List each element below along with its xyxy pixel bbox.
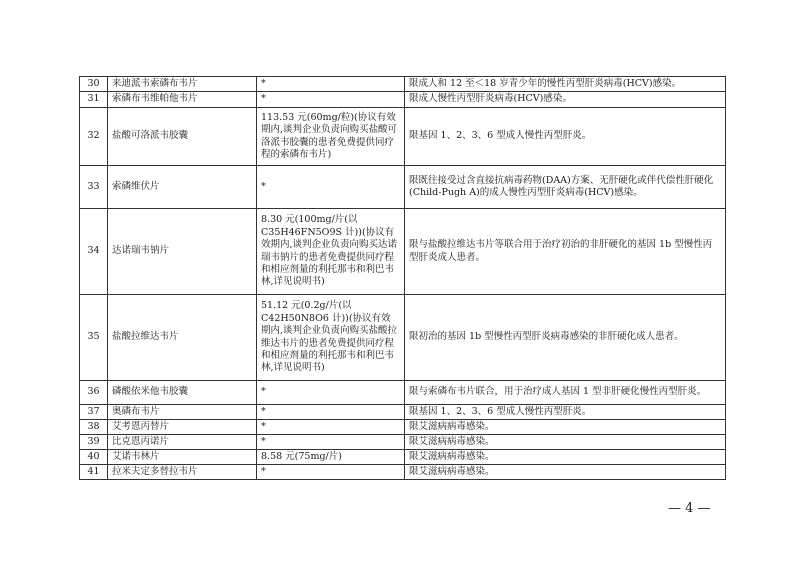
row-number: 31: [80, 92, 108, 108]
table-row: [80, 92, 726, 108]
drug-name: 磷酸依米他韦胶囊: [108, 381, 257, 405]
drug-price: *: [257, 435, 405, 450]
drug-price: *: [257, 420, 405, 435]
drug-price: 51.12 元(0.2g/片(以C42H50N8O6 计))(协议有效期内,谈判企业负责向购买盐酸拉维达韦片的患者免费提供同疗程和相应剂量的利托那韦和利巴韦林,详见说明书): [257, 295, 405, 381]
drug-name: 来迪派韦索磷布韦片: [108, 77, 257, 92]
drug-restriction: 限艾滋病病毒感染。: [405, 450, 726, 465]
drug-name: 艾诺韦林片: [108, 450, 257, 465]
drug-restriction: 限与盐酸拉维达韦片等联合用于治疗初治的非肝硬化的基因 1b 型慢性丙型肝炎成人患者。: [405, 209, 726, 295]
drug-price: *: [257, 405, 405, 420]
drug-restriction: 限基因 1、2、3、6 型成人慢性丙型肝炎。: [405, 405, 726, 420]
drug-restriction: 限艾滋病病毒感染。: [405, 435, 726, 450]
row-number: 41: [80, 465, 108, 480]
drug-price: 8.58 元(75mg/片): [257, 450, 405, 465]
drug-name: 盐酸拉维达韦片: [108, 295, 257, 381]
row-number: 32: [80, 108, 108, 166]
drug-price: *: [257, 166, 405, 209]
drug-price: *: [257, 465, 405, 480]
drug-name: 达诺瑞韦钠片: [108, 209, 257, 295]
table-row: [80, 77, 726, 92]
drug-restriction: 限成人慢性丙型肝炎病毒(HCV)感染。: [405, 92, 726, 108]
drug-restriction: 限艾滋病病毒感染。: [405, 420, 726, 435]
drug-restriction: 限基因 1、2、3、6 型成人慢性丙型肝炎。: [405, 108, 726, 166]
row-number: 39: [80, 435, 108, 450]
drug-price: *: [257, 381, 405, 405]
table-row: [80, 465, 726, 480]
table-row: [80, 295, 726, 381]
table-row: [80, 166, 726, 209]
drug-name: 比克恩丙诺片: [108, 435, 257, 450]
table-row: [80, 450, 726, 465]
row-number: 30: [80, 77, 108, 92]
row-number: 38: [80, 420, 108, 435]
drug-price: 113.53 元(60mg/粒)(协议有效期内,谈判企业负责向购买盐酸可洛派韦胶囊的患者免费提供同疗程的索磷布韦片): [257, 108, 405, 166]
drug-restriction: 限初治的基因 1b 型慢性丙型肝炎病毒感染的非肝硬化成人患者。: [405, 295, 726, 381]
drug-price: 8.30 元(100mg/片(以C35H46FN5O9S 计))(协议有效期内,谈判企业负责向购买达诺瑞韦钠片的患者免费提供同疗程和相应剂量的利托那韦和利巴韦林,详见说明书): [257, 209, 405, 295]
table-row: [80, 209, 726, 295]
row-number: 33: [80, 166, 108, 209]
drug-name: 索磷布韦维帕他韦片: [108, 92, 257, 108]
drug-name: 拉米夫定多替拉韦片: [108, 465, 257, 480]
drug-name: 奥磷布韦片: [108, 405, 257, 420]
drug-restriction: 限与索磷布韦片联合，用于治疗成人基因 1 型非肝硬化慢性丙型肝炎。: [405, 381, 726, 405]
drug-name: 索磷维伏片: [108, 166, 257, 209]
row-number: 34: [80, 209, 108, 295]
drug-restriction: 限成人和 12 至＜18 岁青少年的慢性丙型肝炎病毒(HCV)感染。: [405, 77, 726, 92]
table-row: [80, 420, 726, 435]
drug-price: *: [257, 77, 405, 92]
drug-table: [79, 76, 726, 480]
table-row: [80, 108, 726, 166]
drug-restriction: 限艾滋病病毒感染。: [405, 465, 726, 480]
table-row: [80, 435, 726, 450]
table-row: [80, 381, 726, 405]
drug-restriction: 限既往接受过含直接抗病毒药物(DAA)方案、无肝硬化或伴代偿性肝硬化(Child-Pugh A)的成人慢性丙型肝炎病毒(HCV)感染。: [405, 166, 726, 209]
page-number: — 4 —: [668, 501, 711, 516]
drug-price: *: [257, 92, 405, 108]
row-number: 37: [80, 405, 108, 420]
row-number: 40: [80, 450, 108, 465]
drug-name: 盐酸可洛派韦胶囊: [108, 108, 257, 166]
row-number: 35: [80, 295, 108, 381]
drug-name: 艾考恩丙替片: [108, 420, 257, 435]
table-row: [80, 405, 726, 420]
row-number: 36: [80, 381, 108, 405]
